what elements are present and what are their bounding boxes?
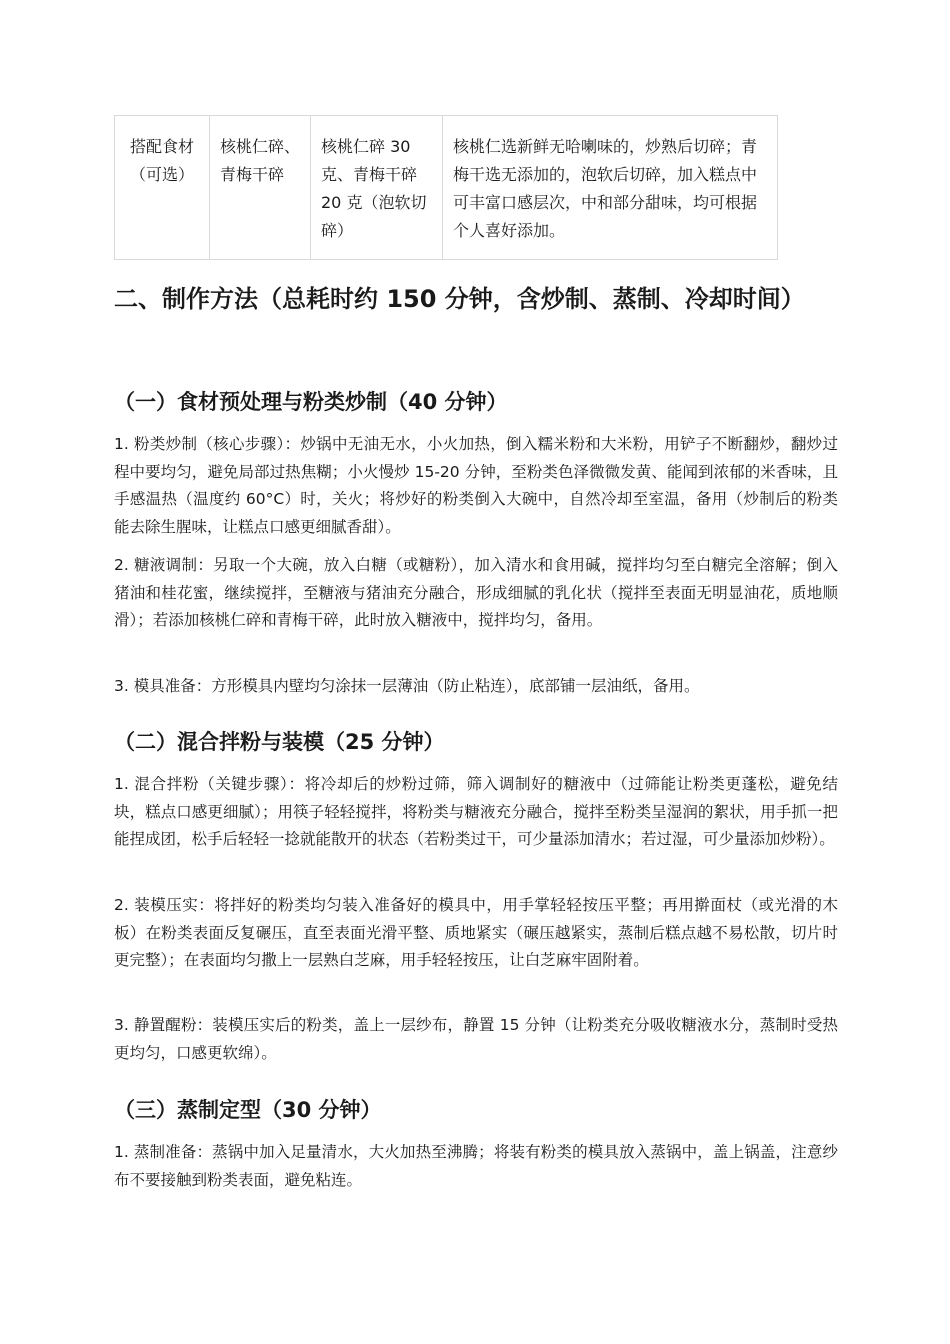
paragraph-1-2: 2. 糖液调制：另取一个大碗，放入白糖（或糖粉），加入清水和食用碱，搅拌均匀至白糖完全溶解；倒入猪油和桂花蜜，继续搅拌，至糖液与猪油充分融合，形成细腻的乳化状（搅拌至表面无明显油花，质地顺滑）；若添加核桃仁碎和青梅干碎，此时放入糖液中，搅拌均匀，备用。 [114,556,838,629]
ingredients-table [114,115,778,260]
paragraph-3-1: 1. 蒸制准备：蒸锅中加入足量清水，大火加热至沸腾；将装有粉类的模具放入蒸锅中，盖上锅盖，注意纱布不要接触到粉类表面，避免粘连。 [114,1143,838,1189]
subsection-heading-1: （一）食材预处理与粉类炒制（40 分钟） [114,390,508,414]
table-cell-amount: 核桃仁碎 30 克、青梅干碎 20 克（泡软切碎） [311,116,443,260]
table-row [115,116,778,260]
subsection-heading-3: （三）蒸制定型（30 分钟） [114,1098,382,1122]
paragraph-2-2: 2. 装模压实：将拌好的粉类均匀装入准备好的模具中，用手掌轻轻按压平整；再用擀面杖（或光滑的木板）在粉类表面反复碾压，直至表面光滑平整、质地紧实（碾压越紧实，蒸制后糕点越不易松散，切片时更完整）；在表面均匀撒上一层熟白芝麻，用手轻轻按压，让白芝麻牢固附着。 [114,896,838,969]
paragraph-2-3: 3. 静置醒粉：装模压实后的粉类，盖上一层纱布，静置 15 分钟（让粉类充分吸收糖液水分，蒸制时受热更均匀，口感更软绵）。 [114,1016,838,1062]
table-cell-note: 核桃仁选新鲜无哈喇味的，炒熟后切碎；青梅干选无添加的，泡软后切碎，加入糕点中可丰富口感层次，中和部分甜味，均可根据个人喜好添加。 [443,116,778,260]
paragraph-1-1: 1. 粉类炒制（核心步骤）：炒锅中无油无水，小火加热，倒入糯米粉和大米粉，用铲子不断翻炒，翻炒过程中要均匀，避免局部过热焦糊；小火慢炒 15-20 分钟，至粉类色泽微微发黄、能闻到浓郁的米香味，且手感温热（温度约 60°C）时，关火；将炒好的粉类倒入大碗中，自然冷却至室温，备用（炒制后的粉类能去除生腥味，让糕点口感更细腻香甜）。 [114,435,838,536]
table-cell-name: 核桃仁碎、青梅干碎 [210,116,311,260]
paragraph-1-3: 3. 模具准备：方形模具内壁均匀涂抹一层薄油（防止粘连），底部铺一层油纸，备用。 [114,677,700,695]
subsection-heading-2: （二）混合拌粉与装模（25 分钟） [114,730,445,754]
table-cell-category: 搭配食材（可选） [115,116,210,260]
paragraph-2-1: 1. 混合拌粉（关键步骤）：将冷却后的炒粉过筛，筛入调制好的糖液中（过筛能让粉类更蓬松，避免结块，糕点口感更细腻）；用筷子轻轻搅拌，将粉类与糖液充分融合，搅拌至粉类呈湿润的絮状，用手抓一把能捏成团，松手后轻轻一捻就能散开的状态（若粉类过干，可少量添加清水；若过湿，可少量添加炒粉）。 [114,775,838,848]
section-heading-method: 二、制作方法（总耗时约 150 分钟，含炒制、蒸制、冷却时间） [114,285,805,313]
